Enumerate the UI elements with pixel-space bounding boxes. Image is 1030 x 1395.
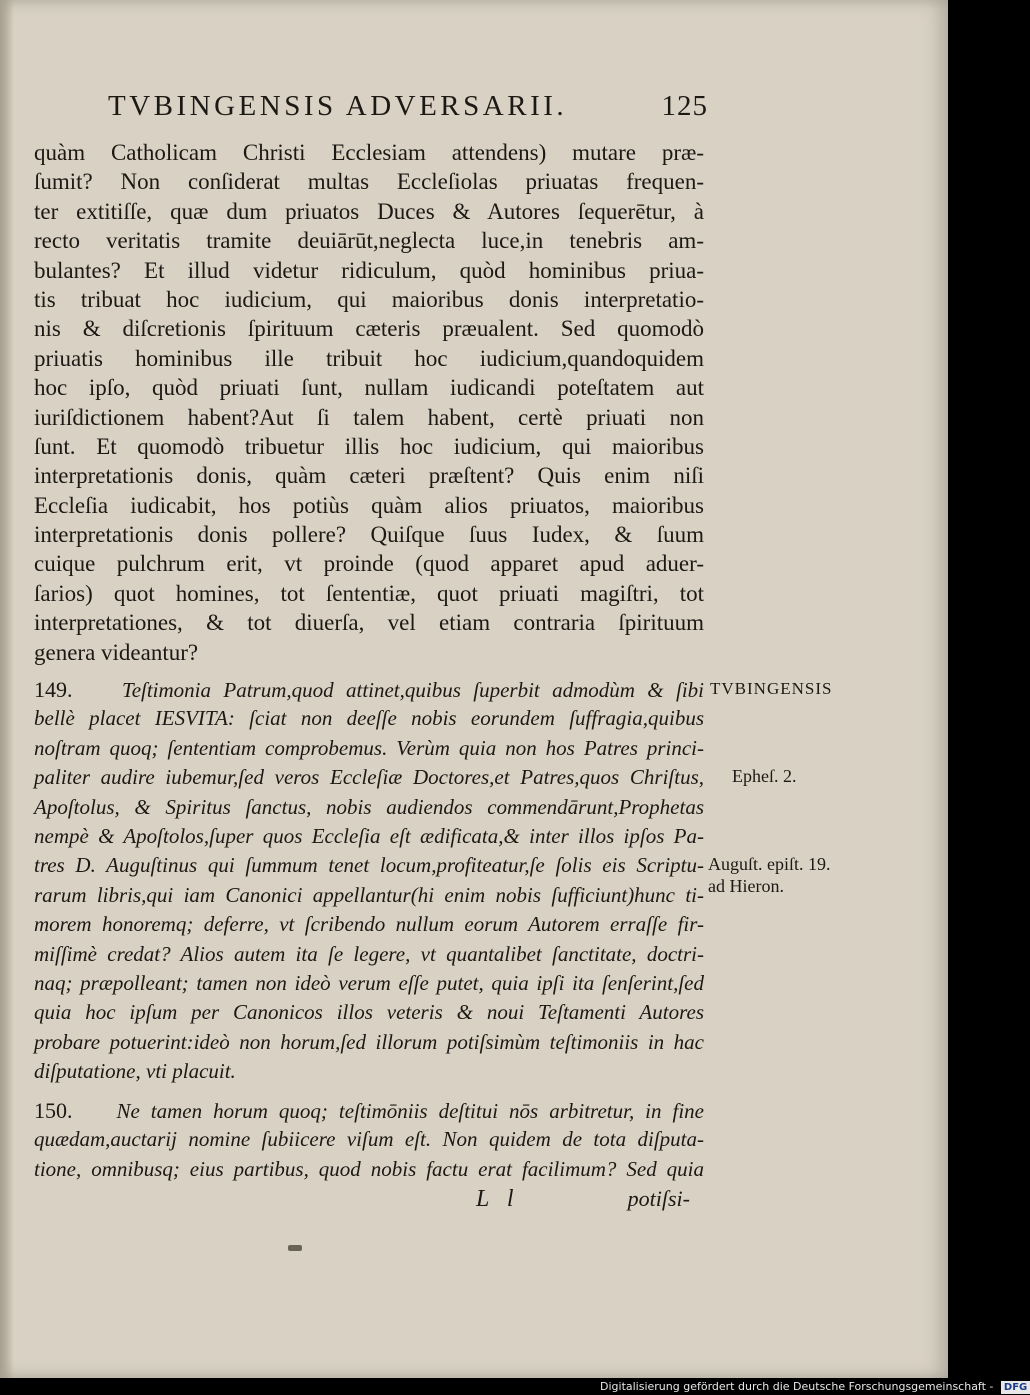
paragraph-number: 150.	[34, 1098, 73, 1123]
text-line: bulantes? Et illud videtur ridiculum, quòd hominibus priua-	[34, 257, 704, 283]
marginal-note-line: ad Hieron.	[708, 876, 784, 896]
text-line: Eccleſia iudicabit, hos potiùs quàm alios priuatos, maioribus	[34, 492, 704, 518]
text-line: paliter audire iubemur,ſed veros Eccleſiæ Doctores,et Patres,quos Chriſtus,	[34, 765, 704, 790]
text-line: recto veritatis tramite deuiārūt,neglecta luce,in tenebris am-	[34, 228, 704, 254]
text-line: Apoſtolus, & Spiritus ſanctus, nobis audiendos commendārunt,Prophetas	[34, 794, 704, 819]
text-line: morem honoremq; deferre, vt ſcribendo nullum eorum Autorem erraſſe fir-	[34, 912, 704, 937]
running-head-title: TVBINGENSIS ADVERSARII.	[108, 90, 568, 122]
ink-blot	[288, 1245, 302, 1251]
text-line: tres D. Auguſtinus qui ſummum tenet locum,profiteatur,ſe ſolis eis Scriptu-	[34, 853, 704, 878]
text-line: hoc ipſo, quòd priuati ſunt, nullam iudicandi poteſtatem aut	[34, 375, 704, 401]
text-line: 150. Ne tamen horum quoq; teſtimōniis deſtitui nōs arbitretur, in fine	[34, 1098, 705, 1123]
text-line: ſunt. Et quomodò tribuetur illis hoc iudicium, qui maioribus	[34, 433, 704, 459]
text-line: interpretationis donis pollere? Quiſque ſuus Iudex, & ſuum	[34, 522, 704, 548]
text-line: cuique pulchrum erit, vt proinde (quod apparet apud aduer-	[34, 551, 704, 577]
text-line: quàm Catholicam Christi Ecclesiam attendens) mutare præ-	[34, 140, 704, 165]
text-line: bellè placet IESVITA: ſciat non deeſſe nobis eorundem ſuffragia,quibus	[34, 706, 704, 731]
running-head	[108, 86, 708, 126]
text-line: ter extitiſſe, quæ dum priuatos Duces & Autores ſequerētur, à	[34, 198, 704, 224]
text-line: tis tribuat hoc iudicium, qui maioribus donis interpretatio-	[34, 286, 704, 312]
signature-mark: L l	[476, 1186, 520, 1212]
text-line: iuriſdictionem habent?Aut ſi talem habent, certè priuati non	[34, 404, 704, 430]
text-line: probare potuerint:ideò non horum,ſed illorum potiſsimùm teſtimoniis in hac	[34, 1029, 704, 1054]
text-line: noſtram quoq; ſententiam comprobemus. Verùm quia non hos Patres princi-	[34, 735, 704, 760]
funding-notice: Digitalisierung gefördert durch die Deutsche Forschungsgemeinschaft -	[600, 1380, 994, 1393]
marginal-note-ephesians: Epheſ. 2.	[732, 766, 797, 786]
paragraph-number: 149.	[34, 677, 73, 702]
text-line: quædam,auctarij nomine ſubiicere viſum eſt. Non quidem de tota diſputa-	[34, 1127, 704, 1152]
catchline	[34, 1186, 704, 1218]
marginal-note-tubingensis: TVBINGENSIS	[710, 679, 833, 698]
text-line: diſputatione, vti placuit.	[34, 1059, 236, 1084]
text-line: tione, omnibusq; eius partibus, quod nobis factu erat facilimum? Sed quia	[34, 1156, 704, 1181]
text-line: ſarios) quot homines, tot ſententiæ, quot priuati magiſtri, tot	[34, 580, 704, 606]
paragraph-150	[34, 1096, 704, 1184]
text-line: nis & diſcretionis ſpirituum cæteris præualent. Sed quomodò	[34, 316, 704, 342]
text-line: nempè & Apoſtolos,ſuper quos Eccleſia eſt ædificata,& inter illos ipſos Pa-	[34, 823, 704, 848]
text-line: ſumit? Non conſiderat multas Eccleſiolas priuatas frequen-	[34, 169, 704, 195]
text-line: naq; præpolleant; tamen non ideò verum eſſe putet, quia ipſi ita ſenſerint,ſed	[34, 970, 704, 995]
text-line: interpretationis donis, quàm cæteri præſtent? Quis enim niſi	[34, 463, 704, 489]
marginal-note-line: Auguſt. epiſt. 19.	[708, 854, 831, 874]
text-line: interpretationes, & tot diuerſa, vel etiam contraria ſpirituum	[34, 610, 704, 636]
text-line: priuatis hominibus ille tribuit hoc iudicium,quandoquidem	[34, 345, 704, 371]
page-number: 125	[661, 90, 708, 122]
text-line: 149. Teſtimonia Patrum,quod attinet,quibus ſuperbit admodùm & ſibi	[34, 677, 704, 702]
text-line: rarum libris,qui iam Canonici appellantur(hi enim nobis ſufficiunt)hunc ti-	[34, 882, 704, 907]
marginal-note-augustine	[708, 853, 831, 897]
digitization-footer	[600, 1378, 1030, 1395]
text-line: quia hoc ipſum per Canonicos illos veteris & noui Teſtamenti Autores	[34, 1000, 704, 1025]
paragraph-149	[34, 675, 704, 1086]
main-paragraph	[34, 138, 704, 667]
text-line: genera videantur?	[34, 639, 199, 665]
dfg-logo: DFG	[1001, 1381, 1030, 1394]
catchword: potiſsi-	[627, 1186, 690, 1211]
text-line: miſſimè credat? Alios autem ita ſe legere, vt quantalibet ſanctitate, doctri-	[34, 941, 704, 966]
